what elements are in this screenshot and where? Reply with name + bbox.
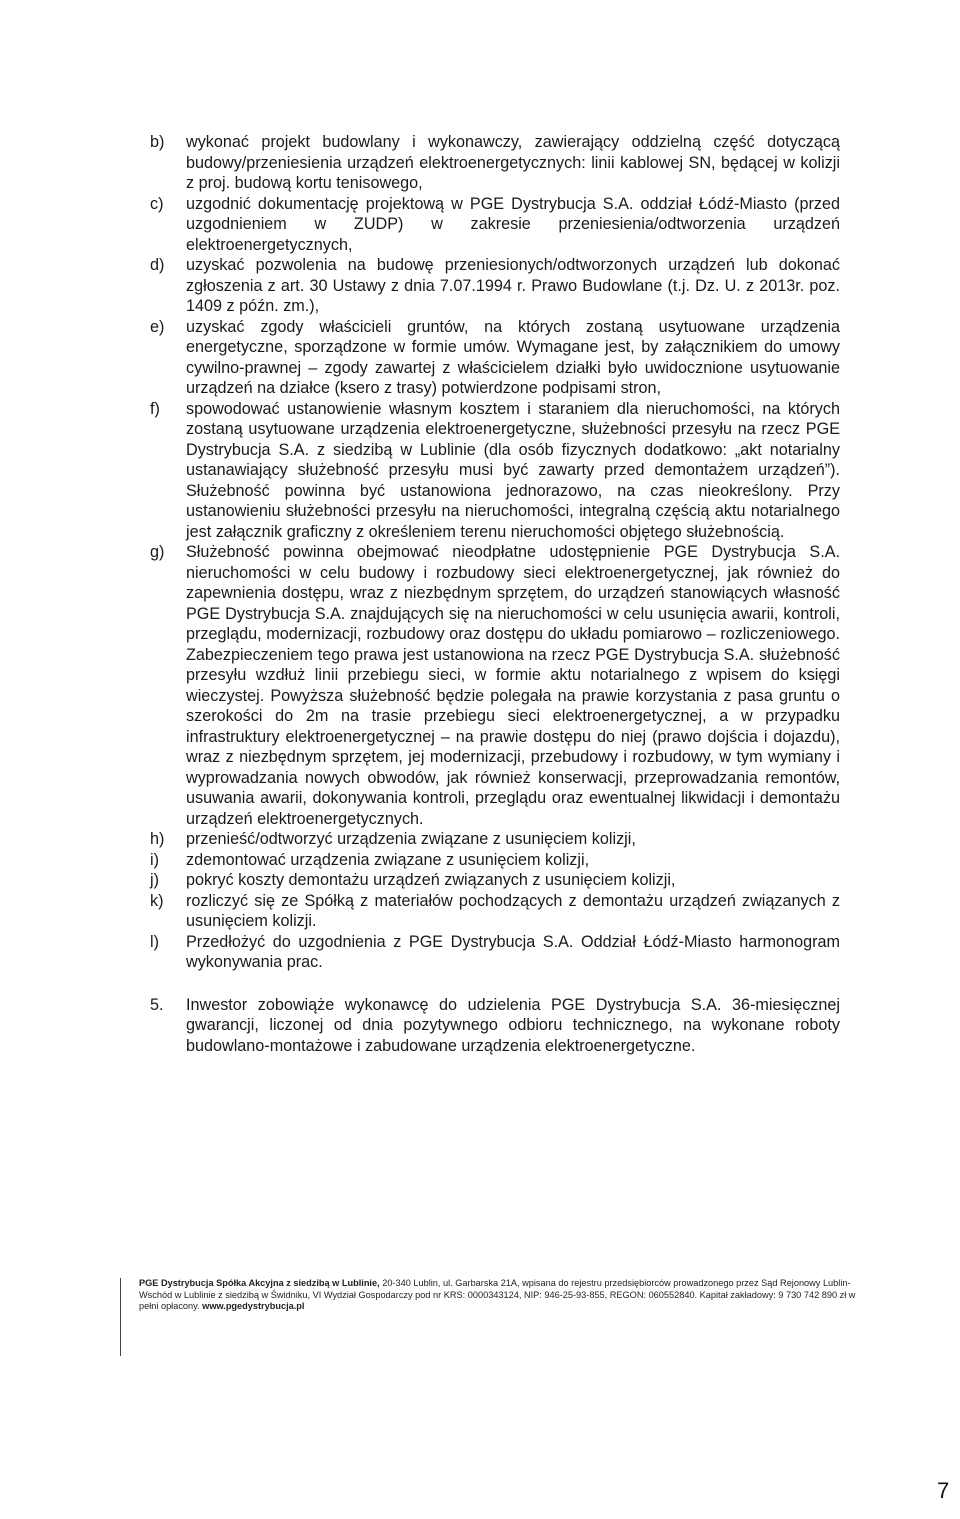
section-5 — [150, 995, 840, 1057]
list-item-text: uzyskać pozwolenia na budowę przeniesionych/odtworzonych urządzeń lub dokonać zgłoszenia z art. 30 Ustawy z dnia 7.07.1994 r. Prawo Budowlane (t.j. Dz. U. z 2013r. poz. 1409 z późn. zm.), — [186, 256, 840, 315]
list-marker: b) — [150, 133, 165, 151]
list-marker: g) — [150, 543, 165, 561]
list-marker: f) — [150, 399, 160, 418]
list-item-text: wykonać projekt budowlany i wykonawczy, zawierający oddzielną część dotyczącą budowy/przeniesienia urządzeń elektroenergetycznych: linii kablowej SN, będącej w kolizji z proj. budową kortu tenisowego, — [186, 133, 840, 192]
obligations-list — [150, 132, 840, 1056]
list-marker: d) — [150, 256, 165, 274]
list-item-text: rozliczyć się ze Spółką z materiałów pochodzących z demontażu urządzeń związanych z usunięciem kolizji. — [186, 891, 840, 930]
list-item-f — [150, 399, 840, 543]
list-item-text: Przedłożyć do uzgodnienia z PGE Dystrybucja S.A. Oddział Łódź-Miasto harmonogram wykonywania prac. — [186, 932, 840, 971]
list-item-text: zdemontować urządzenia związane z usunięciem kolizji, — [186, 850, 590, 869]
list-item-text: spowodować ustanowienie własnym kosztem i staraniem dla nieruchomości, na których zostaną usytuowane urządzenia elektroenergetyczne, służebności przesyłu na rzecz PGE Dystrybucja S.A. z siedzibą w Lublinie (dla osób fizycznych dodatkowo: „akt notarialny ustanawiający służebność przesyłu musi być zawarty przed demontażem urządzeń”). Służebność powinna być ustanowiona jednorazowo, na czas nieokreślony. Przy ustanowieniu służebności przesyłu na nieruchomości, integralną częścią aktu notarialnego jest załącznik graficzny z określeniem terenu nieruchomości objętego służebnością. — [186, 399, 840, 541]
list-item-text: przenieść/odtworzyć urządzenia związane z usunięciem kolizji, — [186, 830, 636, 848]
list-item-i — [150, 850, 840, 871]
list-item-text: uzgodnić dokumentację projektową w PGE Dystrybucja S.A. oddział Łódź-Miasto (przed uzgodnieniem w ZUDP) w zakresie przeniesienia/odtworzenia urządzeń elektroenergetycznych, — [186, 194, 840, 254]
list-item-l — [150, 932, 840, 973]
list-item-j — [150, 870, 840, 891]
footer-details: 20-340 Lublin, ul. Garbarska 21A, wpisana do rejestru przedsiębiorców prowadzonego przez Sąd Rejonowy Lublin-Wschód w Lublinie z siedzibą w Świdniku, VI Wydział Gospodarczy pod nr KRS: 0000343124, NIP: 946-25-93-855, REGON: 060552840. Kapitał zakładowy: 9 730 742 890 zł w pełni opłacony. — [139, 1278, 856, 1311]
section-number: 5. — [150, 995, 164, 1014]
list-marker: i) — [150, 850, 159, 869]
list-item-d — [150, 255, 840, 317]
list-marker: j) — [150, 871, 159, 889]
list-item-text: uzyskać zgody właścicieli gruntów, na których zostaną usytuowane urządzenia energetyczne, sporządzone w formie umów. Wymagane jest, by załącznikiem do umowy cywilno-prawnej – zgody zawartej z właścicielem działki było uwidocznione usytuowanie urządzeń na działce (ksero z trasy) potwierdzone podpisami stron, — [186, 317, 840, 397]
list-marker: h) — [150, 830, 165, 848]
list-item-text: pokryć koszty demontażu urządzeń związanych z usunięciem kolizji, — [186, 871, 676, 889]
list-item-e — [150, 317, 840, 399]
company-footer — [120, 1278, 859, 1356]
section-text: Inwestor zobowiąże wykonawcę do udzielenia PGE Dystrybucja S.A. 36-miesięcznej gwarancji, liczonej od dnia pozytywnego odbioru technicznego, na wykonane roboty budowlano-montażowe i zabudowane urządzenia elektroenergetyczne. — [186, 995, 840, 1055]
footer-website: www.pgedystrybucja.pl — [202, 1301, 305, 1311]
list-item-text: Służebność powinna obejmować nieodpłatne udostępnienie PGE Dystrybucja S.A. nieruchomości w celu budowy i rozbudowy sieci elektroenergetycznej, jak również do zapewnienia dostępu, wraz z niezbędnym sprzętem, do urządzeń stanowiących własność PGE Dystrybucja S.A. znajdujących się na nieruchomości w celu usunięcia awarii, kontroli, przeglądu, modernizacji, rozbudowy oraz dostępu do układu pomiarowo – rozliczeniowego. Zabezpieczeniem tego prawa jest ustanowiona na rzecz PGE Dystrybucja S.A. służebność przesyłu wzdłuż linii przebiegu sieci, w formie aktu notarialnego z wpisem do księgi wieczystej. Powyższa służebność będzie polegała na prawie korzystania z pasa gruntu o szerokości do 2m na trasie przebiegu sieci elektroenergetycznej, a w przypadku infrastruktury elektroenergetycznej – na prawie dostępu do niej (prawo dojścia i dojazdu), wraz z niezbędnym sprzętem, jej modernizacji, przebudowy i rozbudowy, w tym wymiany i wyprowadzania nowych obwodów, jak również konserwacji, przeprowadzania remontów, usuwania awarii, dokonywania kontroli, przeglądu oraz ewentualnej likwidacji i demontażu urządzeń elektroenergetycznych. — [186, 543, 840, 828]
list-item-g — [150, 542, 840, 829]
list-item-h — [150, 829, 840, 850]
list-item-c — [150, 194, 840, 256]
list-marker: c) — [150, 194, 164, 213]
list-marker: k) — [150, 891, 164, 910]
footer-company-name: PGE Dystrybucja Spółka Akcyjna z siedzibą w Lublinie, — [139, 1278, 380, 1288]
list-item-k — [150, 891, 840, 932]
page-number: 7 — [937, 1478, 950, 1503]
list-marker: l) — [150, 932, 159, 951]
list-marker: e) — [150, 317, 165, 336]
list-item-b — [150, 132, 840, 194]
